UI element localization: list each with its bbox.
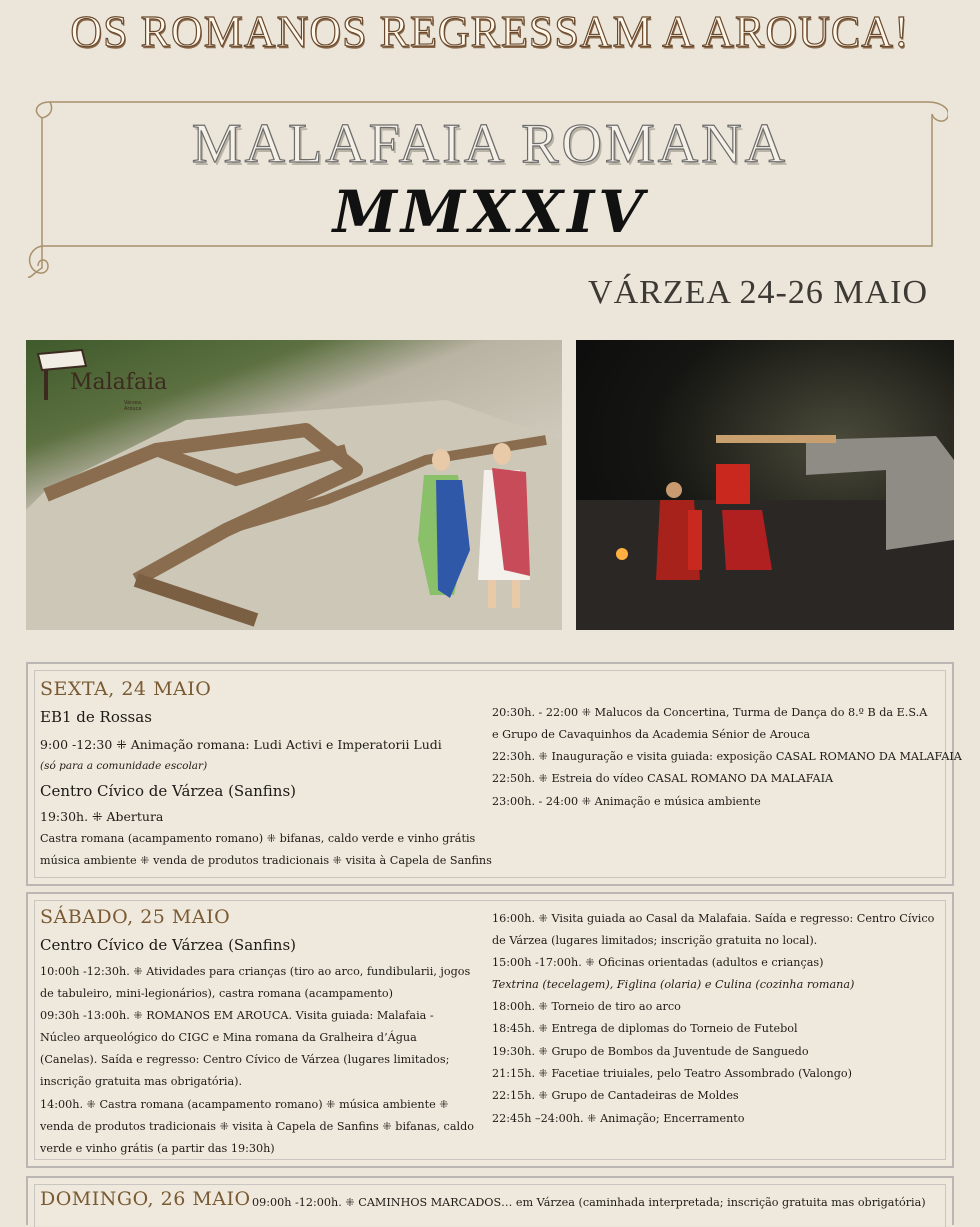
sexta-line-2: (só para a comunidade escolar) [40,760,208,772]
sabado-line-4: Núcleo arqueológico do CIGC e Mina romana da Gralheira d’Água [40,1031,417,1044]
top-title: OS ROMANOS REGRESSAM A AROUCA! [70,7,910,56]
sabado-line-5: (Canelas). Saída e regresso: Centro Cívico de Várzea (lugares limitados; [40,1053,450,1066]
sabado-right-7: 19:30h. ⁜ Grupo de Bombos da Juventude de Sanguedo [492,1045,809,1058]
sexta-right-5: 23:00h. - 24:00 ⁜ Animação e música ambiente [492,795,761,808]
day-title-domingo: DOMINGO, 26 MAIO [40,1188,251,1210]
event-title: MALAFAIA ROMANA [191,113,789,175]
sabado-right-1: 16:00h. ⁜ Visita guiada ao Casal da Malafaia. Saída e regresso: Centro Cívico [492,912,935,925]
sabado-line-3: 09:30h -13:00h. ⁜ ROMANOS EM AROUCA. Visita guiada: Malafaia - [40,1009,434,1022]
sabado-right-6: 18:45h. ⁜ Entrega de diplomas do Torneio de Futebol [492,1022,798,1035]
ruins-illustration [26,340,562,630]
sexta-line-4: Castra romana (acampamento romano) ⁜ bifanas, caldo verde e vinho grátis [40,832,476,845]
day-title-sexta: SEXTA, 24 MAIO [40,678,212,700]
logo-name: Malafaia [70,370,168,395]
sabado-right-8: 21:15h. ⁜ Facetiae triuiales, pelo Teatro Assombrado (Valongo) [492,1067,852,1080]
sabado-line-9: verde e vinho grátis (a partir das 19:30h) [40,1142,275,1155]
sexta-line-3: 19:30h. ⁜ Abertura [40,809,164,824]
sexta-line-1: 9:00 -12:30 ⁜ Animação romana: Ludi Activi e Imperatorii Ludi [40,737,442,752]
sexta-right-4: 22:50h. ⁜ Estreia do vídeo CASAL ROMANO DA MALAFAIA [492,772,834,785]
sabado-line-7: 14:00h. ⁜ Castra romana (acampamento romano) ⁜ música ambiente ⁜ [40,1098,449,1111]
sabado-line-2: de tabuleiro, mini-legionários), castra romana (acampamento) [40,987,394,1000]
sabado-line-8: venda de produtos tradicionais ⁜ visita à Capela de Sanfins ⁜ bifanas, caldo [40,1120,474,1133]
venue-centro-civico-sabado: Centro Cívico de Várzea (Sanfins) [40,936,297,954]
venue-eb1: EB1 de Rossas [40,708,152,726]
sabado-right-4: Textrina (tecelagem), Figlina (olaria) e Culina (cozinha romana) [492,978,855,991]
sabado-right-9: 22:15h. ⁜ Grupo de Cantadeiras de Moldes [492,1089,739,1102]
event-dates: VÁRZEA 24-26 MAIO [588,274,928,311]
sexta-right-1: 20:30h. - 22:00 ⁜ Malucos da Concertina, Turma de Dança do 8.º B da E.S.A [492,706,928,719]
legionary-figure [656,482,702,580]
logo-subtitle: Várzea, Arouca [124,400,143,412]
night-parade-photo [576,340,954,630]
sabado-right-10: 22:45h –24:00h. ⁜ Animação; Encerramento [492,1112,745,1125]
day-title-sabado: SÁBADO, 25 MAIO [40,906,231,928]
sabado-right-2: de Várzea (lugares limitados; inscrição gratuita no local). [492,934,818,947]
sexta-line-5: música ambiente ⁜ venda de produtos tradicionais ⁜ visita à Capela de Sanfins [40,854,492,867]
domingo-line-1: 09:00h -12:00h. ⁜ CAMINHOS MARCADOS… em Várzea (caminhada interpretada; inscrição gratuita mas obrigatória) [252,1196,926,1209]
sexta-right-2: e Grupo de Cavaquinhos da Academia Sénior de Arouca [492,728,811,741]
event-year: MMXXIV [332,178,648,246]
sabado-line-1: 10:00h -12:30h. ⁜ Atividades para crianças (tiro ao arco, fundibularii, jogos [40,965,471,978]
sabado-right-5: 18:00h. ⁜ Torneio de tiro ao arco [492,1000,681,1013]
sabado-right-3: 15:00h -17:00h. ⁜ Oficinas orientadas (adultos e crianças) [492,956,824,969]
malafaia-logo [32,344,168,412]
sexta-right-3: 22:30h. ⁜ Inauguração e visita guiada: exposição CASAL ROMANO DA MALAFAIA [492,750,962,763]
sabado-line-6: inscrição gratuita mas obrigatória). [40,1075,243,1088]
venue-centro-civico: Centro Cívico de Várzea (Sanfins) [40,782,297,800]
